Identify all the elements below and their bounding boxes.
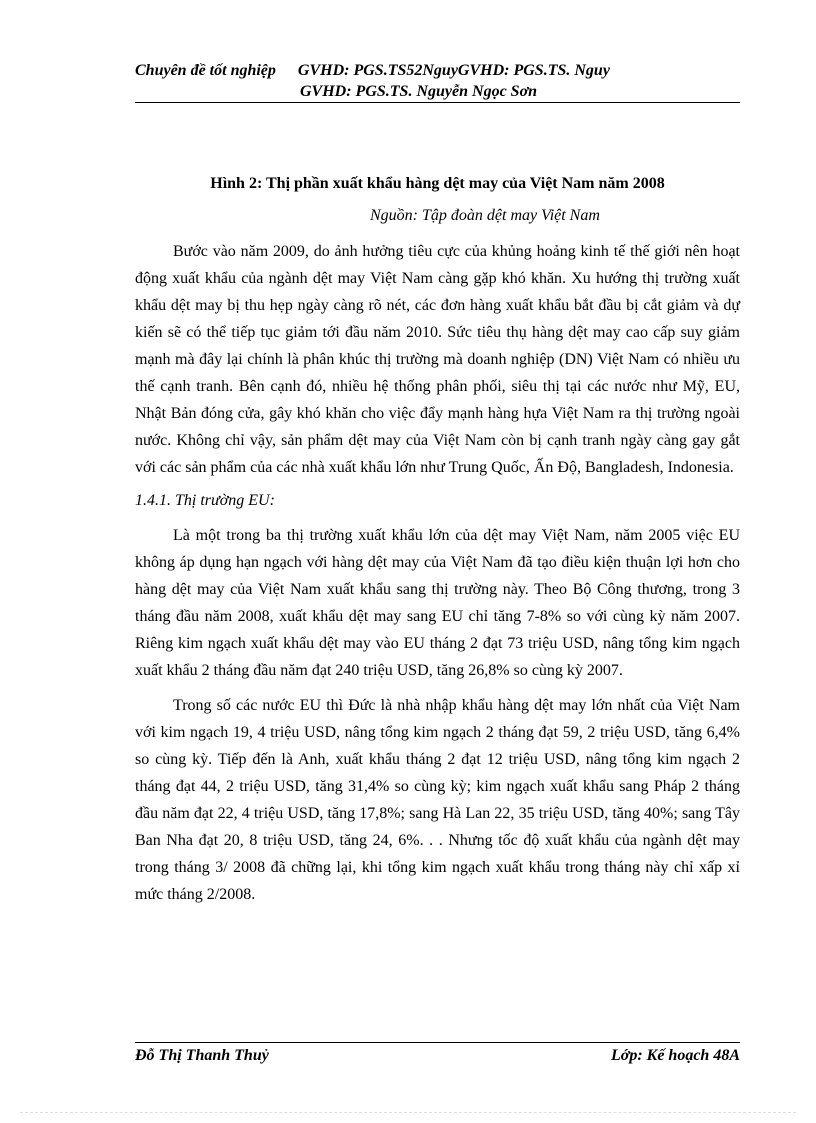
body-text — [135, 238, 740, 908]
figure-source: Nguồn: Tập đoàn dệt may Việt Nam — [370, 207, 600, 224]
footer-divider — [135, 1042, 740, 1043]
figure-caption: Hình 2: Thị phần xuất khẩu hàng dệt may của Việt Nam năm 2008 — [210, 175, 665, 192]
footer-author: Đỗ Thị Thanh Thuỷ — [135, 1047, 269, 1064]
page-footer — [135, 1047, 740, 1065]
header-thesis-title: Chuyên đề tốt nghiệp — [135, 62, 276, 79]
paragraph-1: Bước vào năm 2009, do ảnh hưởng tiêu cực của khủng hoảng kinh tế thế giới nên hoạt động xuất khẩu của ngành dệt may Việt Nam càng gặp khó khăn. Xu hướng thị trường xuất khẩu dệt may bị thu hẹp ngày càng rõ nét, các đơn hàng xuất khẩu bắt đầu bị cắt giảm và dự kiến sẽ có thể tiếp tục giảm tới đầu năm 2010. Sức tiêu thụ hàng dệt may cao cấp suy giảm mạnh mà đây lại chính là phân khúc thị trường mà doanh nghiệp (DN) Việt Nam có nhiều ưu thế cạnh tranh. Bên cạnh đó, nhiều hệ thống phân phối, siêu thị tại các nước như Mỹ, EU, Nhật Bản đóng cửa, gây khó khăn cho việc đẩy mạnh hàng hựa Việt Nam ra thị trường ngoài nước. Không chỉ vậy, sản phẩm dệt may của Việt Nam còn bị cạnh tranh ngày càng gay gắt với các sản phẩm của các nhà xuất khẩu lớn như Trung Quốc, Ấn Độ, Bangladesh, Indonesia. — [135, 243, 740, 476]
paragraph-2: Là một trong ba thị trường xuất khẩu lớn của dệt may Việt Nam, năm 2005 việc EU không áp dụng hạn ngạch với hàng dệt may của Việt Nam đã tạo điều kiện thuận lợi hơn cho hàng dệt may của Việt Nam xuất khẩu sang thị trường này. Theo Bộ Công thương, trong 3 tháng đầu năm 2008, xuất khẩu dệt may sang EU chỉ tăng 7-8% so với cùng kỳ năm 2007. Riêng kim ngạch xuất khẩu dệt may vào EU tháng 2 đạt 73 triệu USD, nâng tổng kim ngạch xuất khẩu 2 tháng đầu năm đạt 240 triệu USD, tăng 26,8% so cùng kỳ 2007. — [135, 527, 740, 679]
paragraph-3: Trong số các nước EU thì Đức là nhà nhập khẩu hàng dệt may lớn nhất của Việt Nam với kim ngạch 19, 4 triệu USD, nâng tổng kim ngạch 2 tháng đạt 59, 2 triệu USD, tăng 6,4% so cùng kỳ. Tiếp đến là Anh, xuất khẩu tháng 2 đạt 12 triệu USD, nâng tổng kim ngạch 2 tháng đạt 44, 2 triệu USD, tăng 31,4% so cùng kỳ; kim ngạch xuất khẩu sang Pháp 2 tháng đầu năm đạt 22, 4 triệu USD, tăng 17,8%; sang Hà Lan 22, 35 triệu USD, tăng 40%; sang Tây Ban Nha đạt 20, 8 triệu USD, tăng 24, 6%. . . Nhưng tốc độ xuất khẩu của ngành dệt may trong tháng 3/ 2008 đã chững lại, khi tổng kim ngạch xuất khẩu trong tháng này chỉ xấp xỉ mức tháng 2/2008. — [135, 697, 740, 903]
page-header — [135, 60, 740, 102]
header-advisor: GVHD: PGS.TS. Nguyễn Ngọc Sơn — [300, 83, 538, 100]
page-edge-divider — [20, 1112, 796, 1113]
header-divider — [135, 102, 740, 103]
header-advisor-overlap: GVHD: PGS.TS52NguyGVHD: PGS.TS. Nguy — [297, 62, 610, 79]
section-heading: 1.4.1. Thị trường EU: — [135, 492, 275, 509]
header-line-1 — [135, 60, 740, 81]
footer-class: Lớp: Kế hoạch 48A — [610, 1047, 740, 1064]
